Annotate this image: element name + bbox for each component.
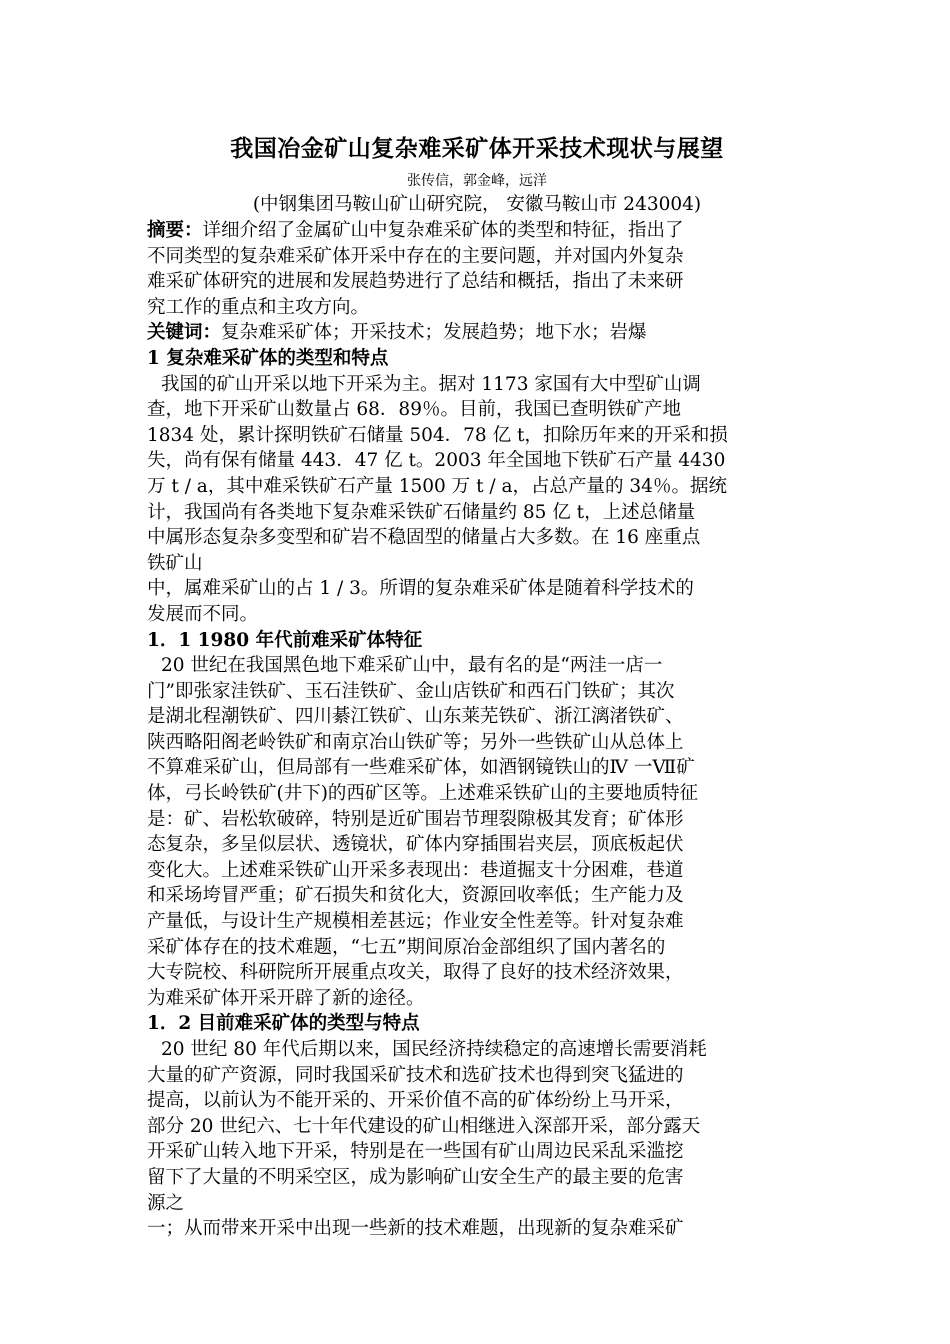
abstract bbox=[147, 218, 807, 320]
section-heading-1: 1 复杂难采矿体的类型和特点 bbox=[147, 347, 389, 369]
paragraph-line: 大专院校、科研院所开展重点攻关，取得了良好的技术经济效果， bbox=[147, 962, 684, 984]
author-list: 张传信，郭金峰，远洋 bbox=[407, 173, 547, 189]
paragraph-line: 产量低，与设计生产规模相差甚远；作业安全性差等。针对复杂难 bbox=[147, 911, 684, 933]
section-heading-1-2: 1．2 目前难采矿体的类型与特点 bbox=[147, 1013, 420, 1035]
paper-title: 我国冶金矿山复杂难采矿体开采技术现状与展望 bbox=[230, 135, 724, 162]
paragraph-line: 开采矿山转入地下开采，特别是在一些国有矿山周边民采乱采滥挖 bbox=[147, 1141, 684, 1163]
section-1-body bbox=[147, 372, 807, 628]
paragraph-line: 查，地下开采矿山数量占 68．89％。目前，我国已查明铁矿产地 bbox=[147, 399, 681, 421]
section-1-2-body bbox=[147, 1037, 807, 1242]
paragraph-line: 是湖北程潮铁矿、四川綦江铁矿、山东莱芜铁矿、浙江漓渚铁矿、 bbox=[147, 706, 684, 728]
paragraph-line: 变化大。上述难采铁矿山开采多表现出：巷道掘支十分困难，巷道 bbox=[147, 859, 684, 881]
paragraph-line: 留下了大量的不明采空区，成为影响矿山安全生产的最主要的危害 bbox=[147, 1166, 684, 1188]
paragraph-line: 是：矿、岩松软破碎，特别是近矿围岩节理裂隙极其发育；矿体形 bbox=[147, 808, 684, 830]
abstract-line: 难采矿体研究的进展和发展趋势进行了总结和概括，指出了未来研 bbox=[147, 271, 684, 293]
paragraph-line: 不算难采矿山，但局部有一些难采矿体，如酒钢镜铁山的Ⅳ 一Ⅶ矿 bbox=[147, 757, 695, 779]
paragraph-line: 为难采矿体开采开辟了新的途径。 bbox=[147, 987, 425, 1009]
paragraph-line: 态复杂，多呈似层状、透镜状，矿体内穿插围岩夹层，顶底板起伏 bbox=[147, 834, 684, 856]
paragraph-line: 源之 bbox=[147, 1192, 185, 1214]
keywords-text: 复杂难采矿体；开采技术；发展趋势；地下水；岩爆 bbox=[221, 322, 647, 344]
paragraph-line: 一；从而带来开采中出现一些新的技术难题，出现新的复杂难采矿 bbox=[147, 1218, 684, 1240]
paragraph-line: 中属形态复杂多变型和矿岩不稳固型的储量占大多数。在 16 座重点 bbox=[147, 527, 701, 549]
document-page bbox=[147, 132, 807, 1242]
paragraph-line: 门”即张家洼铁矿、玉石洼铁矿、金山店铁矿和西石门铁矿；其次 bbox=[147, 680, 675, 702]
abstract-line: 不同类型的复杂难采矿体开采中存在的主要问题，并对国内外复杂 bbox=[147, 245, 684, 267]
paragraph-line: 20 世纪 80 年代后期以来，国民经济持续稳定的高速增长需要消耗 bbox=[161, 1039, 707, 1060]
keywords-label: 关键词： bbox=[147, 322, 222, 344]
paragraph-line: 和采场垮冒严重；矿石损失和贫化大，资源回收率低；生产能力及 bbox=[147, 885, 684, 907]
paragraph-line: 提高，以前认为不能开采的、开采价值不高的矿体纷纷上马开采， bbox=[147, 1090, 684, 1112]
paragraph-line: 部分 20 世纪六、七十年代建设的矿山相继进入深部开采，部分露天 bbox=[147, 1115, 701, 1137]
section-1-1-body bbox=[147, 653, 807, 1011]
paragraph-line: 中，属难采矿山的占 1 / 3。所谓的复杂难采矿体是随着科学技术的 bbox=[147, 578, 694, 600]
paragraph-line: 陕西略阳阁老岭铁矿和南京冶山铁矿等；另外一些铁矿山从总体上 bbox=[147, 731, 684, 753]
paragraph-line: 20 世纪在我国黑色地下难采矿山中，最有名的是“两洼一店一 bbox=[161, 655, 663, 677]
section-heading-1-1: 1．1 1980 年代前难采矿体特征 bbox=[147, 629, 423, 651]
abstract-text: 详细介绍了金属矿山中复杂难采矿体的类型和特征，指出了 bbox=[202, 220, 684, 241]
keywords bbox=[147, 320, 807, 346]
paragraph-line: 发展而不同。 bbox=[147, 603, 259, 625]
abstract-line: 究工作的重点和主攻方向。 bbox=[147, 296, 370, 318]
paragraph-line: 失，尚有保有储量 443．47 亿 t。2003 年全国地下铁矿石产量 4430 bbox=[147, 450, 726, 472]
author-affiliation: (中钢集团马鞍山矿山研究院， 安徽马鞍山市 243004) bbox=[252, 194, 702, 215]
paragraph-line: 体，弓长岭铁矿(井下)的西矿区等。上述难采铁矿山的主要地质特征 bbox=[147, 783, 698, 805]
keywords-line bbox=[147, 320, 807, 346]
abstract-line bbox=[147, 218, 807, 244]
paragraph-line: 万 t / a，其中难采铁矿石产量 1500 万 t / a，占总产量的 34％。据统 bbox=[147, 475, 727, 497]
paragraph-line: 1834 处，累计探明铁矿石储量 504．78 亿 t，扣除历年来的开采和损 bbox=[147, 424, 728, 446]
paragraph-line: 采矿体存在的技术难题，“七五”期间原冶金部组织了国内著名的 bbox=[147, 936, 666, 958]
paragraph-line: 我国的矿山开采以地下开采为主。据对 1173 家国有大中型矿山调 bbox=[161, 373, 701, 395]
abstract-label: 摘要： bbox=[147, 220, 203, 241]
paragraph-line: 铁矿山 bbox=[147, 552, 203, 574]
paragraph-line: 计，我国尚有各类地下复杂难采铁矿石储量约 85 亿 t，上述总储量 bbox=[147, 501, 696, 523]
paragraph-line: 大量的矿产资源，同时我国采矿技术和选矿技术也得到突飞猛进的 bbox=[147, 1064, 684, 1086]
